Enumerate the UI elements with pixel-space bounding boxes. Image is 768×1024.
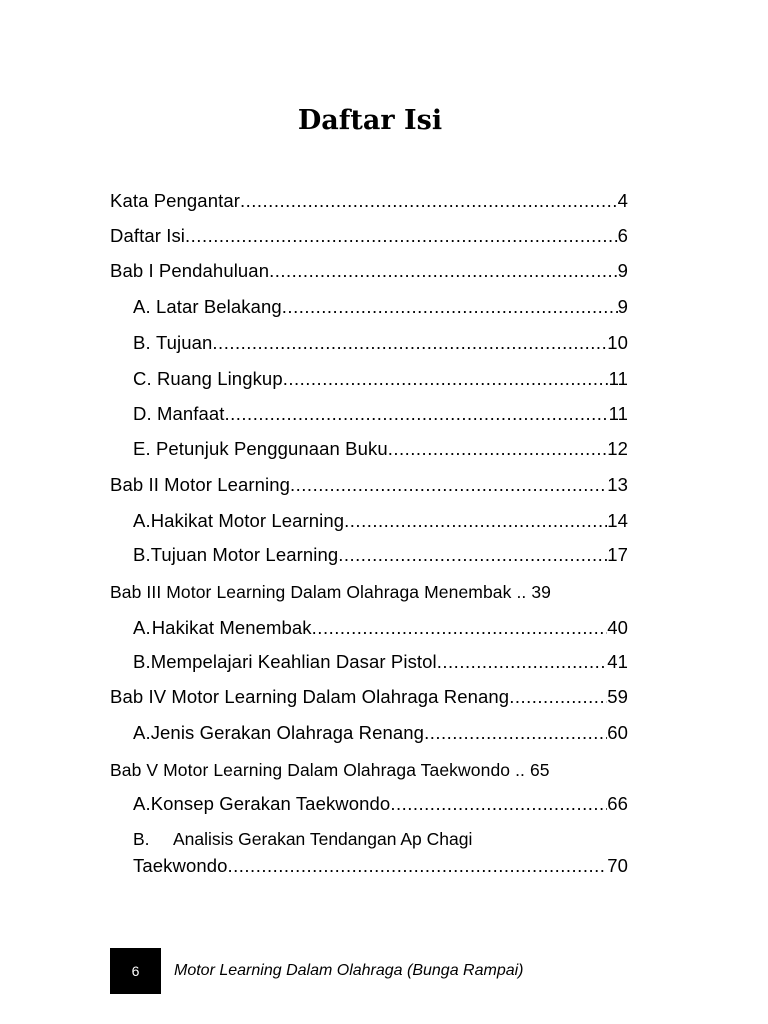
toc-entry-page: 12 — [607, 438, 628, 459]
toc-entry-label: Kata Pengantar — [110, 190, 240, 211]
toc-entry[interactable] — [110, 756, 628, 784]
toc-entry[interactable] — [110, 683, 628, 711]
toc-leader-dots: .. — [515, 760, 530, 780]
toc-entry-prefix: A. — [133, 510, 151, 531]
toc-entry-label: Hakikat Menembak — [151, 617, 312, 638]
toc-entry-label: Mempelajari Keahlian Dasar Pistol — [150, 651, 437, 672]
toc-entry-label: Daftar Isi — [110, 225, 186, 246]
toc-entry-prefix: C. — [133, 368, 152, 389]
toc-entry-label: Latar Belakang — [155, 296, 282, 317]
toc-entry-label: Bab IV Motor Learning Dalam Olahraga Renang — [110, 686, 510, 707]
toc-entry-label: Petunjuk Penggunaan Buku — [155, 438, 388, 459]
toc-entry-prefix: A. — [133, 296, 151, 317]
toc-entry-page: 9 — [617, 260, 628, 281]
toc-entry-page: 9 — [617, 296, 628, 317]
toc-leader-dots — [388, 435, 608, 463]
toc-entry-page: 13 — [607, 474, 628, 495]
toc-entry-label: Manfaat — [156, 403, 225, 424]
toc-entry[interactable] — [133, 365, 628, 393]
toc-leader-dots — [185, 222, 618, 250]
toc-entry[interactable] — [133, 329, 628, 357]
toc-entry[interactable] — [133, 790, 628, 818]
toc-entry-page: 14 — [607, 510, 628, 531]
toc-leader-dots — [390, 790, 607, 818]
toc-entry-label: Analisis Gerakan Tendangan Ap Chagi — [173, 829, 473, 849]
toc-entry-page: 70 — [607, 855, 628, 876]
toc-entry-label: Tujuan Motor Learning — [150, 544, 339, 565]
toc-entry[interactable] — [110, 471, 628, 499]
toc-leader-dots — [282, 293, 618, 321]
toc-entry[interactable] — [133, 507, 628, 535]
toc-entry-page: 59 — [607, 686, 628, 707]
toc-entry-page: 40 — [607, 617, 628, 638]
toc-entry[interactable] — [133, 852, 628, 880]
toc-entry[interactable] — [133, 400, 628, 428]
footer-book-title: Motor Learning Dalam Olahraga (Bunga Rampai) — [174, 962, 524, 979]
toc-entry-label: Bab II Motor Learning — [110, 474, 291, 495]
toc-entry[interactable] — [133, 293, 628, 321]
toc-entry-label: Hakikat Motor Learning — [150, 510, 345, 531]
toc-entry-page: 66 — [607, 793, 628, 814]
toc-entry-page: 17 — [607, 544, 628, 565]
toc-entry[interactable] — [110, 222, 628, 250]
toc-leader-dots: .. — [516, 582, 532, 602]
toc-entry-label: Bab I Pendahuluan — [110, 260, 270, 281]
toc-entry[interactable] — [110, 257, 628, 285]
toc-leader-dots — [269, 257, 618, 285]
toc-leader-dots — [212, 329, 607, 357]
toc-leader-dots — [437, 648, 607, 676]
toc-entry-prefix: A. — [133, 722, 151, 743]
toc-entry[interactable] — [110, 578, 628, 606]
toc-entry-prefix: A. — [133, 793, 151, 814]
toc-leader-dots — [290, 471, 607, 499]
toc-leader-dots — [228, 852, 608, 880]
footer-page-number-box — [110, 948, 161, 994]
toc-entry-prefix: A. — [133, 617, 151, 638]
toc-entry[interactable] — [133, 719, 628, 747]
toc-leader-dots — [509, 683, 607, 711]
toc-leader-dots — [240, 187, 618, 215]
toc-entry-page: 41 — [607, 651, 628, 672]
toc-entry-prefix: B. — [133, 829, 150, 849]
toc-entry[interactable] — [133, 541, 628, 569]
toc-leader-dots — [283, 365, 609, 393]
page-title: Daftar Isi — [297, 105, 443, 136]
toc-entry-prefix: D. — [133, 403, 152, 424]
toc-entry[interactable] — [110, 187, 628, 215]
toc-entry-prefix: B. — [133, 332, 151, 353]
toc-entry-page: 11 — [608, 368, 628, 389]
toc-leader-dots — [338, 541, 607, 569]
toc-entry-label: Bab III Motor Learning Dalam Olahraga Menembak — [110, 582, 512, 602]
toc-entry[interactable] — [133, 435, 628, 463]
toc-entry-prefix: E. — [133, 438, 151, 459]
toc-entry-label-continued: Taekwondo — [133, 855, 228, 876]
toc-entry-wrap-line[interactable] — [133, 825, 472, 853]
toc-entry-prefix: B. — [133, 544, 151, 565]
toc-entry[interactable] — [133, 614, 628, 642]
toc-leader-dots — [424, 719, 607, 747]
toc-entry-page: 60 — [607, 722, 628, 743]
toc-entry-page: 11 — [608, 403, 628, 424]
toc-entry-label: Bab V Motor Learning Dalam Olahraga Taekwondo — [110, 760, 511, 780]
toc-entry-label: Ruang Lingkup — [156, 368, 283, 389]
toc-entry-prefix: B. — [133, 651, 151, 672]
toc-leader-dots — [344, 507, 607, 535]
toc-entry-page: 39 — [531, 582, 551, 602]
toc-entry-page: 4 — [617, 190, 628, 211]
toc-entry-page: 6 — [617, 225, 628, 246]
toc-entry-label: Konsep Gerakan Taekwondo — [150, 793, 391, 814]
toc-leader-dots — [312, 614, 608, 642]
toc-entry-label: Tujuan — [155, 332, 213, 353]
toc-entry-page: 65 — [529, 760, 550, 780]
toc-entry[interactable] — [133, 648, 628, 676]
footer-page-number: 6 — [131, 963, 140, 979]
toc-entry-label: Jenis Gerakan Olahraga Renang — [150, 722, 425, 743]
toc-entry-page: 10 — [607, 332, 628, 353]
toc-leader-dots — [225, 400, 609, 428]
